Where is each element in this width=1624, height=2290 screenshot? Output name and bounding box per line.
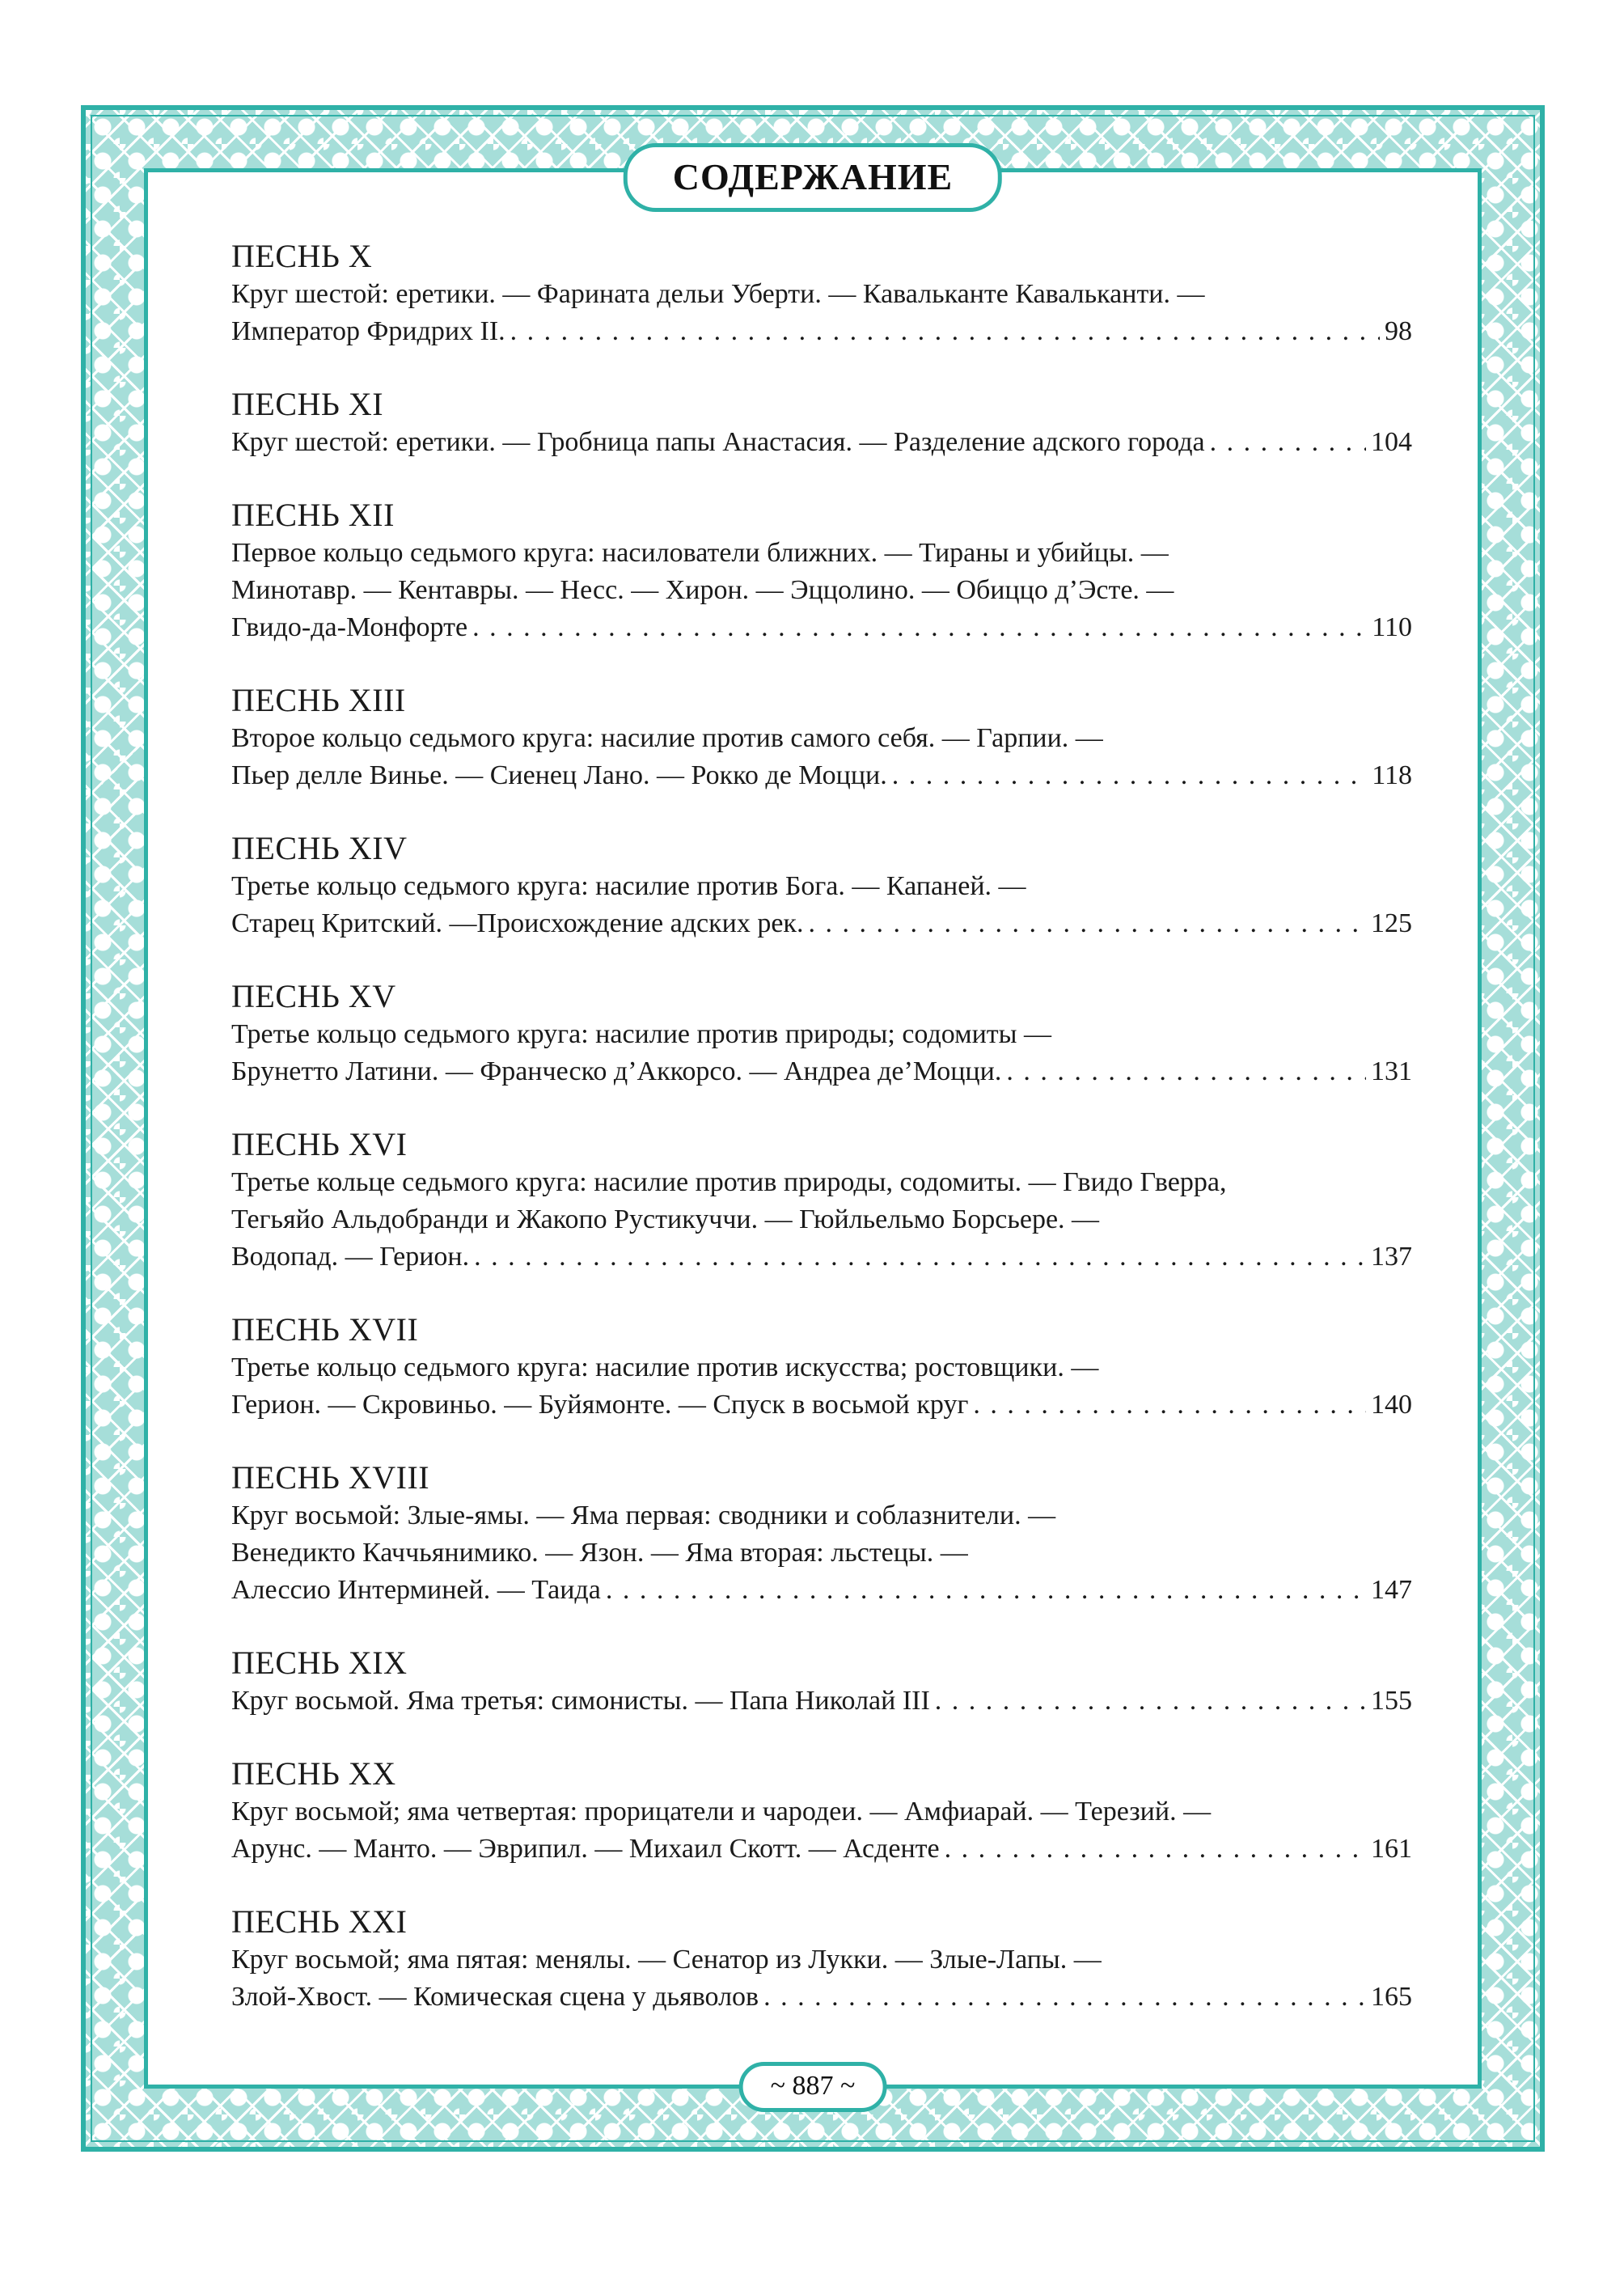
dot-leader [510, 313, 1380, 350]
canto-heading: ПЕСНЬ XX [231, 1755, 396, 1792]
entry-description-line: Третье кольцо седьмого круга: насилие против природы; содомиты — [231, 1019, 1052, 1049]
entry-description-line: Круг шестой: еретики. — Фарината дельи Уберти. — Кавальканте Кавальканти. — [231, 279, 1205, 309]
entry-page-number: 104 [1371, 427, 1412, 457]
canto-heading: ПЕСНЬ XV [231, 978, 396, 1014]
entry-page-number: 110 [1372, 612, 1412, 642]
dot-leader [973, 1386, 1366, 1424]
page-title: СОДЕРЖАНИЕ [624, 143, 1002, 212]
content-panel [144, 156, 1482, 2101]
entry-final-line [231, 1572, 1412, 1609]
canto-heading: ПЕСНЬ XXI [231, 1903, 408, 1940]
toc-entry [231, 829, 1412, 942]
entry-description-line: Круг восьмой; яма четвертая: прорицатели и чародеи. — Амфиарай. — Терезий. — [231, 1797, 1212, 1826]
canto-heading: ПЕСНЬ XVI [231, 1126, 408, 1162]
dot-leader [763, 1979, 1366, 2016]
entry-description-line: Круг восьмой. Яма третья: симонисты. — Папа Николай III [231, 1686, 930, 1716]
page-number: ~ 887 ~ [739, 2062, 887, 2112]
entry-page-number: 165 [1371, 1982, 1412, 2012]
entry-description-line: Второе кольцо седьмого круга: насилие против самого себя. — Гарпии. — [231, 723, 1103, 753]
entry-page-number: 161 [1371, 1834, 1412, 1864]
ornamental-border-frame [81, 105, 1545, 2152]
entry-page-number: 137 [1371, 1242, 1412, 1272]
dot-leader [935, 1683, 1366, 1720]
toc-entry [231, 1458, 1412, 1609]
toc-entry [231, 496, 1412, 646]
dot-leader [1006, 1053, 1366, 1090]
canto-heading: ПЕСНЬ XI [231, 386, 384, 422]
canto-heading: ПЕСНЬ XVII [231, 1311, 419, 1348]
entry-description-line: Император Фридрих II. [231, 316, 505, 346]
entry-page-number: 98 [1385, 316, 1412, 346]
dot-leader [808, 905, 1366, 942]
canto-heading: ПЕСНЬ XVIII [231, 1459, 430, 1496]
entry-final-line [231, 609, 1412, 646]
toc-entry [231, 1755, 1412, 1868]
entry-description-line: Круг шестой: еретики. — Гробница папы Анастасия. — Разделение адского города [231, 427, 1205, 457]
dot-leader [945, 1831, 1366, 1868]
entry-description-line: Венедикто Каччьянимико. — Язон. — Яма вторая: льстецы. — [231, 1538, 968, 1568]
entry-final-line [231, 1683, 1412, 1720]
entry-final-line [231, 1053, 1412, 1090]
entry-description-line: Арунс. — Манто. — Эврипил. — Михаил Скотт. — Асденте [231, 1834, 940, 1864]
dot-leader [892, 757, 1367, 794]
toc-entry [231, 237, 1412, 350]
dot-leader [606, 1572, 1366, 1609]
entry-page-number: 131 [1371, 1056, 1412, 1086]
entry-page-number: 147 [1371, 1575, 1412, 1605]
entry-description-line: Круг восьмой; яма пятая: менялы. — Сенатор из Лукки. — Злые-Лапы. — [231, 1945, 1102, 1975]
entry-final-line [231, 313, 1412, 350]
entry-description-line: Брунетто Латини. — Франческо д’Аккорсо. — Андреа де’Моцци. [231, 1056, 1002, 1086]
entry-description-line: Первое кольцо седьмого круга: насилователи ближних. — Тираны и убийцы. — [231, 538, 1169, 568]
entry-final-line [231, 1831, 1412, 1868]
toc-entry [231, 1310, 1412, 1424]
entry-description-line: Гвидо-да-Монфорте [231, 612, 468, 642]
entry-description-line: Алессио Интерминей. — Таида [231, 1575, 601, 1605]
entry-description-line: Круг восьмой: Злые-ямы. — Яма первая: сводники и соблазнители. — [231, 1501, 1056, 1530]
canto-heading: ПЕСНЬ XII [231, 497, 395, 533]
entry-final-line [231, 1386, 1412, 1424]
dot-leader [474, 1238, 1366, 1276]
entry-page-number: 155 [1371, 1686, 1412, 1716]
entry-final-line [231, 1238, 1412, 1276]
toc-entry [231, 1903, 1412, 2016]
entry-description-line: Водопад. — Герион. [231, 1242, 470, 1272]
canto-heading: ПЕСНЬ XIV [231, 830, 408, 866]
entry-page-number: 140 [1371, 1390, 1412, 1420]
entry-final-line [231, 1979, 1412, 2016]
toc-entry [231, 681, 1412, 794]
toc-entry [231, 1125, 1412, 1276]
entry-page-number: 118 [1372, 760, 1412, 790]
toc-entry [231, 385, 1412, 461]
table-of-contents [231, 237, 1412, 2051]
entry-description-line: Третье кольце седьмого круга: насилие против природы, содомиты. — Гвидо Гверра, [231, 1167, 1227, 1197]
entry-description-line: Третье кольцо седьмого круга: насилие против Бога. — Капаней. — [231, 871, 1026, 901]
entry-description-line: Минотавр. — Кентавры. — Несс. — Хирон. — Эццолино. — Обиццо д’Эсте. — [231, 575, 1174, 605]
dot-leader [472, 609, 1367, 646]
entry-description-line: Злой-Хвост. — Комическая сцена у дьяволов [231, 1982, 759, 2012]
dot-leader [1210, 424, 1366, 461]
entry-description-line: Третье кольцо седьмого круга: насилие против искусства; ростовщики. — [231, 1352, 1099, 1382]
canto-heading: ПЕСНЬ XIII [231, 682, 406, 718]
entry-description-line: Герион. — Скровиньо. — Буйямонте. — Спуск в восьмой круг [231, 1390, 969, 1420]
entry-description-line: Тегьяйо Альдобранди и Жакопо Рустикуччи. — Гюйльельмо Борсьере. — [231, 1204, 1100, 1234]
canto-heading: ПЕСНЬ XIX [231, 1644, 408, 1681]
toc-entry [231, 977, 1412, 1090]
canto-heading: ПЕСНЬ X [231, 238, 373, 274]
entry-description-line: Старец Критский. —Происхождение адских рек. [231, 908, 804, 938]
entry-final-line [231, 757, 1412, 794]
entry-description-line: Пьер делле Винье. — Сиенец Лано. — Рокко де Моцци. [231, 760, 887, 790]
entry-page-number: 125 [1371, 908, 1412, 938]
entry-final-line [231, 905, 1412, 942]
entry-final-line [231, 424, 1412, 461]
toc-entry [231, 1644, 1412, 1720]
